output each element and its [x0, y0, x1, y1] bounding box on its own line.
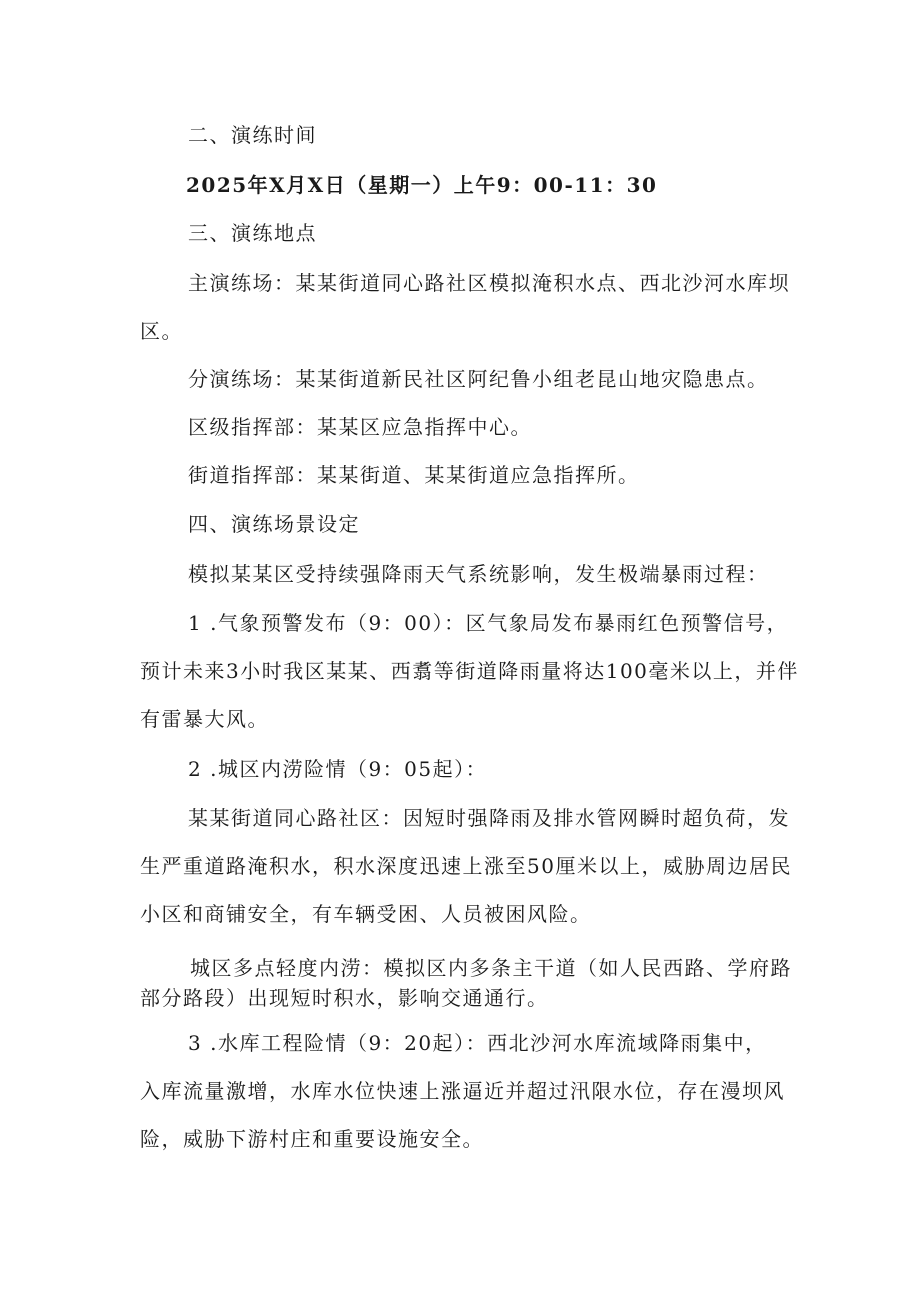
item-1-line-3: 有雷暴大风。	[140, 707, 269, 731]
item-3-line-1: 3 .水库工程险情（9：20起）：西北沙河水库流域降雨集中，	[188, 1031, 767, 1055]
heading-drill-time: 二、演练时间	[188, 123, 317, 147]
item-2-para-2-line-1: 城区多点轻度内涝：模拟区内多条主干道（如人民西路、学府路	[190, 956, 792, 980]
item-2-heading: 2 .城区内涝险情（9：05起）：	[188, 757, 488, 781]
main-venue-line-2: 区。	[140, 319, 183, 343]
district-command: 区级指挥部：某某区应急指挥中心。	[188, 415, 532, 439]
item-3-line-2: 入库流量激增，水库水位快速上涨逼近并超过汛限水位，存在漫坝风	[140, 1079, 785, 1103]
heading-drill-location: 三、演练地点	[188, 221, 317, 245]
main-venue-line-1: 主演练场：某某街道同心路社区模拟淹积水点、西北沙河水库坝	[188, 271, 790, 295]
item-2-para-1-line-2: 生严重道路淹积水，积水深度迅速上涨至50厘米以上，威胁周边居民	[140, 854, 792, 878]
item-3-line-3: 险，威胁下游村庄和重要设施安全。	[140, 1127, 484, 1151]
drill-time-value: 2025年X月X日（星期一）上午9：00-11：30	[186, 173, 658, 197]
scenario-intro: 模拟某某区受持续强降雨天气系统影响，发生极端暴雨过程：	[188, 562, 769, 586]
item-2-para-2-line-2: 部分路段）出现短时积水，影响交通通行。	[140, 986, 549, 1010]
sub-venue: 分演练场：某某街道新民社区阿纪鲁小组老昆山地灾隐患点。	[188, 367, 769, 391]
item-1-line-1: 1 .气象预警发布（9：00）：区气象局发布暴雨红色预警信号，	[188, 611, 789, 635]
item-2-para-1-line-3: 小区和商铺安全，有车辆受困、人员被困风险。	[140, 902, 592, 926]
item-2-para-1-line-1: 某某街道同心路社区：因短时强降雨及排水管网瞬时超负荷，发	[188, 806, 790, 830]
item-1-line-2: 预计未来3小时我区某某、西翥等街道降雨量将达100毫米以上，并伴	[140, 659, 799, 683]
street-command: 街道指挥部：某某街道、某某街道应急指挥所。	[188, 463, 640, 487]
heading-scenario: 四、演练场景设定	[188, 512, 360, 536]
